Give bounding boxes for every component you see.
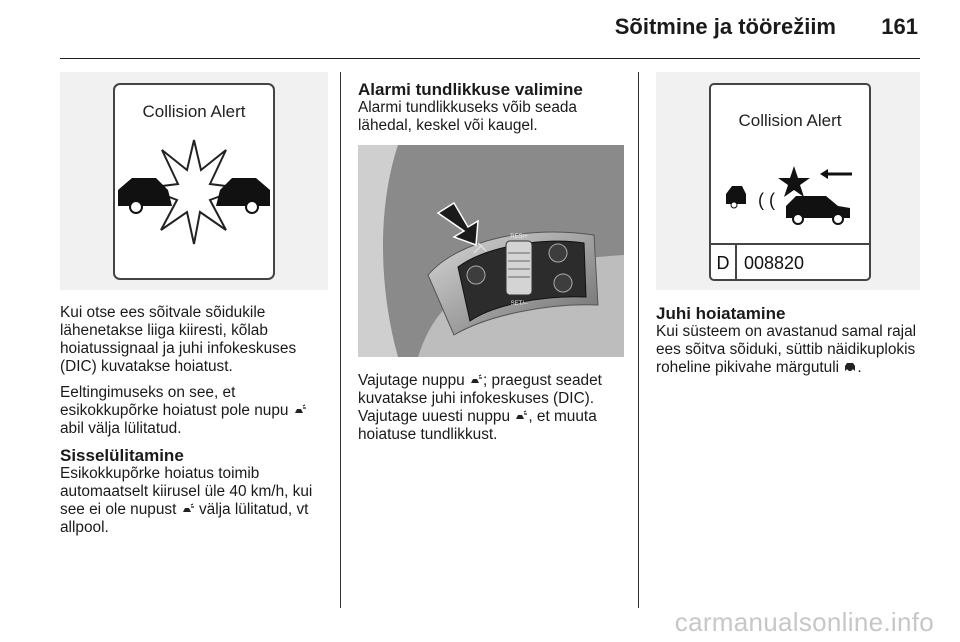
column-2-top: [358, 80, 628, 143]
watermark: carmanualsonline.info: [674, 607, 934, 637]
sensitivity-paragraph: Alarmi tundlikkuseks võib seada lähedal, keskel või kaugel.: [358, 99, 577, 134]
steering-wheel-illustration: [358, 145, 624, 357]
collision-alert-title: Collision Alert: [142, 102, 246, 121]
column-divider-2: [638, 72, 639, 608]
activation-text: Esikokkupõrke hoiatus toimib automaatselt kiirusel üle 40 km/h, kui see ei ole nupust: [60, 465, 313, 518]
page-number: 161: [881, 14, 918, 39]
collision-warning-paragraph: Kui otse ees sõitvale sõidukile lähenetakse liiga kiiresti, kõlab hoiatussignaal ja juhi infokeskuses (DIC) kuvatakse hoiatust.: [60, 304, 297, 375]
sensitivity-instruction-paragraph: [358, 372, 628, 444]
instruction-text-1: Vajutage nuppu: [358, 372, 465, 389]
dic-display-illustration: [656, 72, 920, 290]
speed-limiter-button-icon: [554, 274, 572, 292]
set-label: SET/–: [510, 301, 528, 307]
collision-alert-button-icon: [469, 374, 483, 386]
precondition-text: Eeltingimuseks on see, et esikokkupõrke hoiatust pole nupu: [60, 384, 289, 419]
page-header-title: Sõitmine ja töörežiim: [614, 14, 836, 39]
activation-text-end: välja lülitatud, vt allpool.: [60, 501, 309, 536]
column-2-bottom: [358, 372, 628, 452]
collision-alert-figure: [60, 72, 328, 290]
thumbwheel-icon: [506, 241, 532, 295]
cancel-button-icon: [549, 244, 567, 262]
activation-heading: Sisselülitamine: [60, 446, 184, 465]
steering-wheel-figure: [358, 145, 624, 357]
collision-alert-button-icon: [514, 410, 528, 422]
driver-warning-paragraph: Kui süsteem on avastanud samal rajal ees sõitva sõiduki, süttib näidikuplokis roheline pikivahe märgutuli .: [656, 323, 917, 376]
instruction-text-2: ; praegust seadet kuvatakse juhi infokeskuses (DIC). Vajutage uuesti nuppu: [358, 372, 602, 425]
column-divider-1: [340, 72, 341, 608]
sensitivity-heading: Alarmi tundlikkuse valimine: [358, 80, 583, 99]
collision-alert-button-icon: [181, 503, 195, 515]
res-label: RES/+: [510, 234, 528, 240]
collision-alert-button-icon: [293, 404, 307, 416]
collision-alert-illustration: [60, 72, 328, 290]
instruction-text-3: , et muuta hoiatuse tundlikkust.: [358, 408, 597, 443]
dic-alert-title: Collision Alert: [738, 111, 842, 130]
precondition-text-end: abil välja lülitatud.: [60, 420, 182, 437]
driver-warning-text: Kui süsteem on avastanud samal rajal ees sõitva sõiduki, süttib näidikuplokis roheline pikivahe märgutuli: [656, 323, 917, 376]
header-rule: [60, 58, 920, 59]
gear-indicator: D: [716, 253, 730, 273]
column-1-text: [60, 304, 332, 545]
driver-warning-heading: Juhi hoiatamine: [656, 304, 786, 323]
vehicle-ahead-indicator-icon: [843, 361, 857, 373]
column-3-text: [656, 304, 924, 385]
dic-display-figure: [656, 72, 920, 290]
odometer-reading: 008820: [744, 253, 805, 273]
cruise-button-icon: [467, 266, 485, 284]
precondition-paragraph: [60, 384, 332, 438]
activation-paragraph: [60, 465, 332, 537]
signal-arc-icon: ( (: [758, 190, 775, 210]
